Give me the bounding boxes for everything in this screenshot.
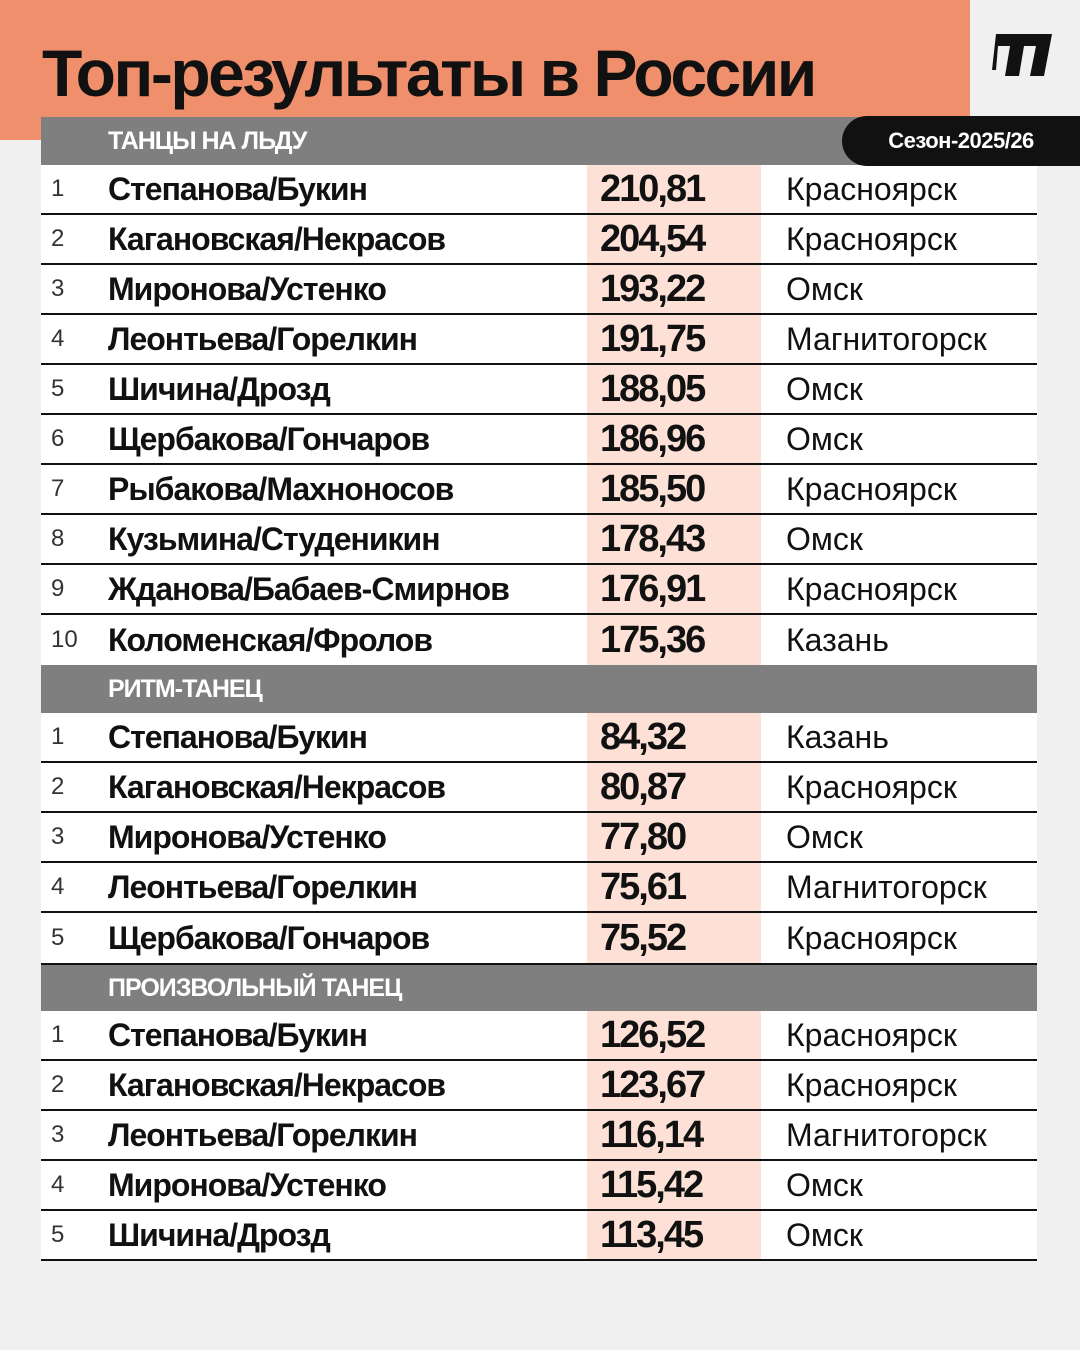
pair-name: Степанова/Букин (108, 1016, 367, 1053)
rank: 10 (51, 626, 78, 653)
rank: 5 (51, 1221, 65, 1248)
city: Омск (786, 1166, 863, 1203)
rank: 2 (51, 225, 65, 252)
score: 186,96 (587, 415, 761, 463)
city: Магнитогорск (786, 320, 987, 357)
table-row (41, 365, 1037, 415)
city: Красноярск (786, 470, 957, 507)
pair-name: Миронова/Устенко (108, 1166, 386, 1203)
rank: 5 (51, 924, 65, 951)
score: 176,91 (587, 565, 761, 613)
pair-name: Щербакова/Гончаров (108, 919, 430, 956)
score: 123,67 (587, 1061, 761, 1109)
rank: 7 (51, 475, 65, 502)
page-title: Топ-результаты в России (42, 36, 815, 110)
score: 210,81 (587, 165, 761, 213)
table-row (41, 465, 1037, 515)
section-header: ПРОИЗВОЛЬНЫЙ ТАНЕЦ (41, 963, 1037, 1011)
table-row (41, 1111, 1037, 1161)
pair-name: Леонтьева/Горелкин (108, 1116, 417, 1153)
pair-name: Леонтьева/Горелкин (108, 868, 417, 905)
score: 188,05 (587, 365, 761, 413)
score: 77,80 (587, 813, 761, 861)
table-row (41, 165, 1037, 215)
pair-name: Кагановская/Некрасов (108, 220, 446, 257)
rank: 1 (51, 175, 65, 202)
table-row (41, 763, 1037, 813)
table-row (41, 813, 1037, 863)
table-row (41, 315, 1037, 365)
pair-name: Миронова/Устенко (108, 818, 386, 855)
table-row (41, 913, 1037, 963)
city: Омск (786, 420, 863, 457)
rank: 3 (51, 823, 65, 850)
table-row (41, 565, 1037, 615)
rank: 3 (51, 1121, 65, 1148)
rank: 8 (51, 525, 65, 552)
score: 116,14 (587, 1111, 761, 1159)
score: 75,61 (587, 863, 761, 911)
city: Омск (786, 818, 863, 855)
pair-name: Кагановская/Некрасов (108, 1066, 446, 1103)
score: 191,75 (587, 315, 761, 363)
pair-name: Шичина/Дрозд (108, 370, 330, 407)
city: Казань (786, 621, 889, 658)
table-row (41, 713, 1037, 763)
city: Омск (786, 1216, 863, 1253)
table-row (41, 415, 1037, 465)
score: 80,87 (587, 763, 761, 811)
pair-name: Жданова/Бабаев-Смирнов (108, 570, 509, 607)
score: 115,42 (587, 1161, 761, 1209)
rank: 3 (51, 275, 65, 302)
section-header: ТАНЦЫ НА ЛЬДУ (41, 117, 1037, 165)
city: Красноярск (786, 1066, 957, 1103)
rank: 4 (51, 873, 65, 900)
pair-name: Степанова/Букин (108, 718, 367, 755)
score: 113,45 (587, 1211, 761, 1259)
rank: 4 (51, 325, 65, 352)
pair-name: Кагановская/Некрасов (108, 768, 446, 805)
city: Красноярск (786, 220, 957, 257)
score: 75,52 (587, 913, 761, 963)
pair-name: Рыбакова/Махноносов (108, 470, 454, 507)
pair-name: Степанова/Букин (108, 170, 367, 207)
score: 126,52 (587, 1011, 761, 1059)
rank: 1 (51, 723, 65, 750)
pair-name: Кузьмина/Студеникин (108, 520, 440, 557)
score: 193,22 (587, 265, 761, 313)
table-row (41, 215, 1037, 265)
city: Омск (786, 270, 863, 307)
table-row (41, 1011, 1037, 1061)
results-table (41, 117, 1037, 1261)
pair-name: Щербакова/Гончаров (108, 420, 430, 457)
rank: 2 (51, 773, 65, 800)
rank: 6 (51, 425, 65, 452)
city: Красноярск (786, 170, 957, 207)
city: Красноярск (786, 768, 957, 805)
score: 204,54 (587, 215, 761, 263)
city: Казань (786, 718, 889, 755)
city: Красноярск (786, 1016, 957, 1053)
season-badge: Сезон-2025/26 (842, 116, 1080, 166)
table-row (41, 863, 1037, 913)
score: 185,50 (587, 465, 761, 513)
score: 178,43 (587, 515, 761, 563)
rank: 4 (51, 1171, 65, 1198)
pair-name: Миронова/Устенко (108, 270, 386, 307)
table-row (41, 615, 1037, 665)
rank: 2 (51, 1071, 65, 1098)
section-header: РИТМ-ТАНЕЦ (41, 665, 1037, 713)
city: Омск (786, 520, 863, 557)
pair-name: Леонтьева/Горелкин (108, 320, 417, 357)
table-row (41, 515, 1037, 565)
score: 175,36 (587, 615, 761, 665)
city: Красноярск (786, 570, 957, 607)
rank: 9 (51, 575, 65, 602)
rank: 5 (51, 375, 65, 402)
score: 84,32 (587, 713, 761, 761)
rank: 1 (51, 1021, 65, 1048)
table-row (41, 1161, 1037, 1211)
city: Магнитогорск (786, 1116, 987, 1153)
city: Омск (786, 370, 863, 407)
pair-name: Шичина/Дрозд (108, 1216, 330, 1253)
city: Красноярск (786, 919, 957, 956)
brand-logo-icon (992, 34, 1054, 76)
city: Магнитогорск (786, 868, 987, 905)
table-row (41, 265, 1037, 315)
table-row (41, 1211, 1037, 1261)
table-row (41, 1061, 1037, 1111)
pair-name: Коломенская/Фролов (108, 621, 433, 658)
